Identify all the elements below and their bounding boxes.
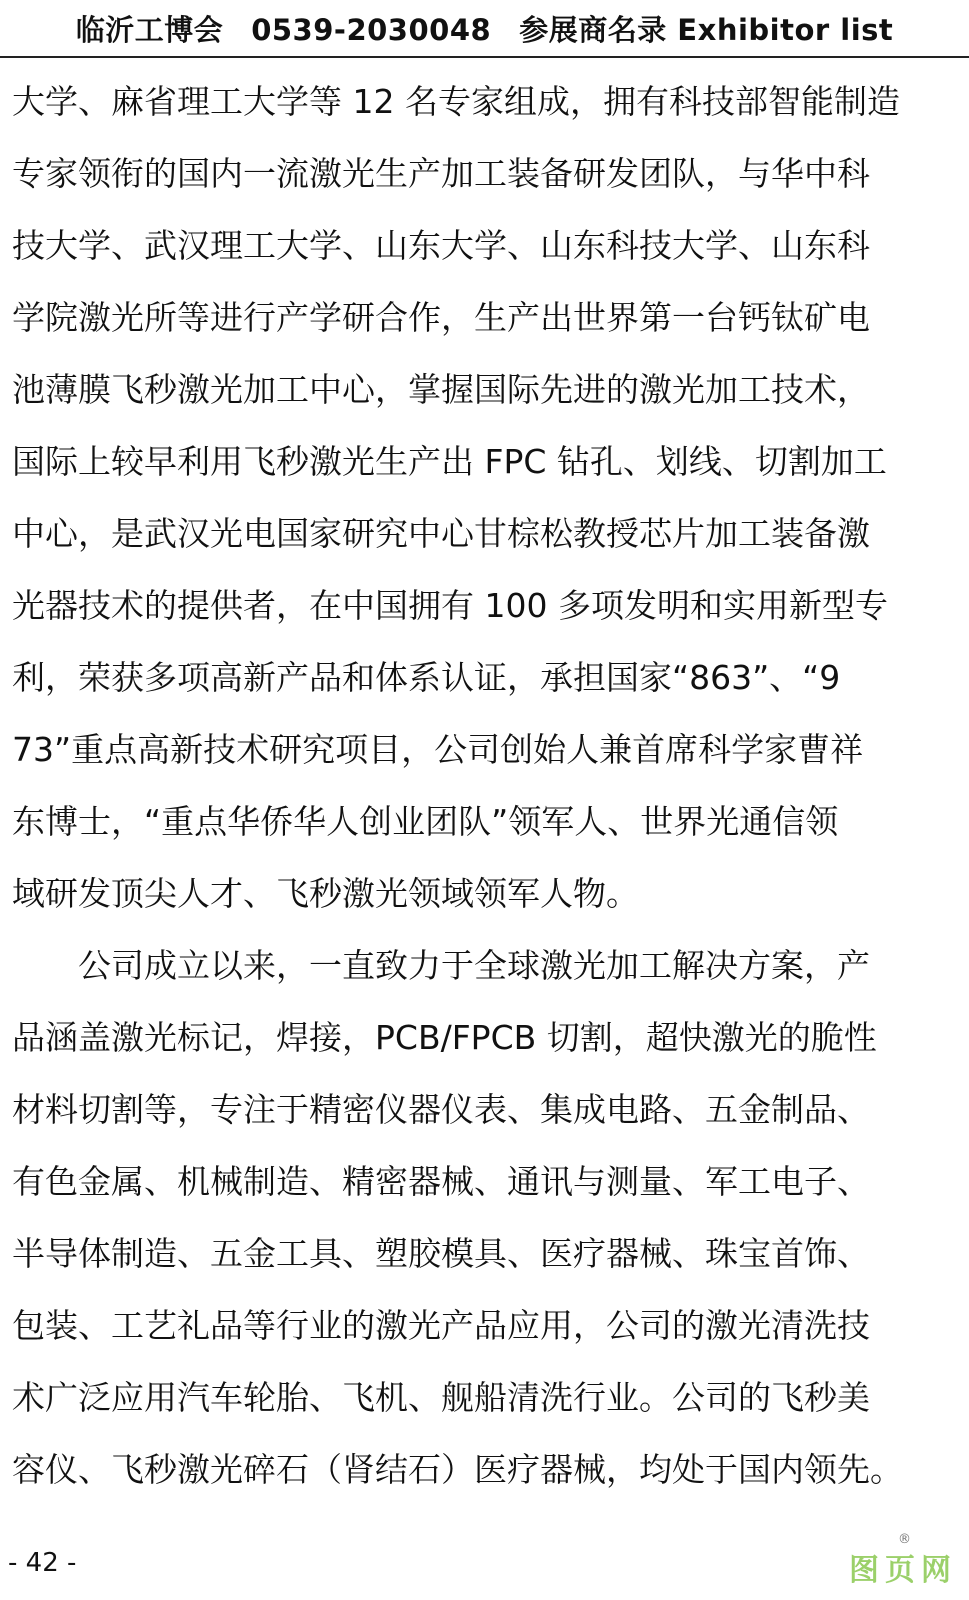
text-line: 专家领衔的国内一流激光生产加工装备研发团队，与华中科 [12, 154, 870, 193]
text-line: 东博士，“重点华侨华人创业团队”领军人、世界光通信领 [12, 802, 839, 841]
text-line: 公司成立以来，一直致力于全球激光加工解决方案，产 [78, 946, 870, 985]
text-line: 池薄膜飞秒激光加工中心，掌握国际先进的激光加工技术， [12, 370, 870, 409]
text-line: 中心，是武汉光电国家研究中心甘棕松教授芯片加工装备激 [12, 514, 870, 553]
header-divider [0, 56, 969, 58]
header-title: 临沂工博会 [75, 13, 224, 47]
watermark-logo: 图页网 [849, 1553, 957, 1588]
page-number: - 42 - [8, 1548, 77, 1578]
header-section: 参展商名录 Exhibitor list [519, 13, 894, 47]
header-phone: 0539-2030048 [251, 13, 492, 47]
text-line: 大学、麻省理工大学等 12 名专家组成，拥有科技部智能制造 [12, 82, 900, 121]
text-line: 技大学、武汉理工大学、山东大学、山东科技大学、山东科 [12, 226, 870, 265]
text-line: 有色金属、机械制造、精密器械、通讯与测量、军工电子、 [12, 1162, 870, 1201]
text-line: 国际上较早利用飞秒激光生产出 FPC 钻孔、划线、切割加工 [12, 442, 887, 481]
text-line: 容仪、飞秒激光碎石（肾结石）医疗器械，均处于国内领先。 [12, 1450, 903, 1489]
text-line: 半导体制造、五金工具、塑胶模具、医疗器械、珠宝首饰、 [12, 1234, 870, 1273]
text-line: 利，荣获多项高新产品和体系认证，承担国家“863”、“9 [12, 658, 841, 697]
text-line: 学院激光所等进行产学研合作，生产出世界第一台钙钛矿电 [12, 298, 870, 337]
text-line: 包装、工艺礼品等行业的激光产品应用，公司的激光清洗技 [12, 1306, 870, 1345]
registered-icon: ® [898, 1532, 911, 1547]
text-line: 品涵盖激光标记，焊接，PCB/FPCB 切割，超快激光的脆性 [12, 1018, 877, 1057]
text-line: 73”重点高新技术研究项目，公司创始人兼首席科学家曹祥 [12, 730, 864, 769]
body-text [12, 66, 960, 1506]
text-line: 光器技术的提供者，在中国拥有 100 多项发明和实用新型专 [12, 586, 888, 625]
text-line: 术广泛应用汽车轮胎、飞机、舰船清洗行业。公司的飞秒美 [12, 1378, 870, 1417]
page-header [0, 8, 969, 49]
text-line: 材料切割等，专注于精密仪器仪表、集成电路、五金制品、 [12, 1090, 870, 1129]
text-line: 域研发顶尖人才、飞秒激光领域领军人物。 [12, 874, 639, 913]
